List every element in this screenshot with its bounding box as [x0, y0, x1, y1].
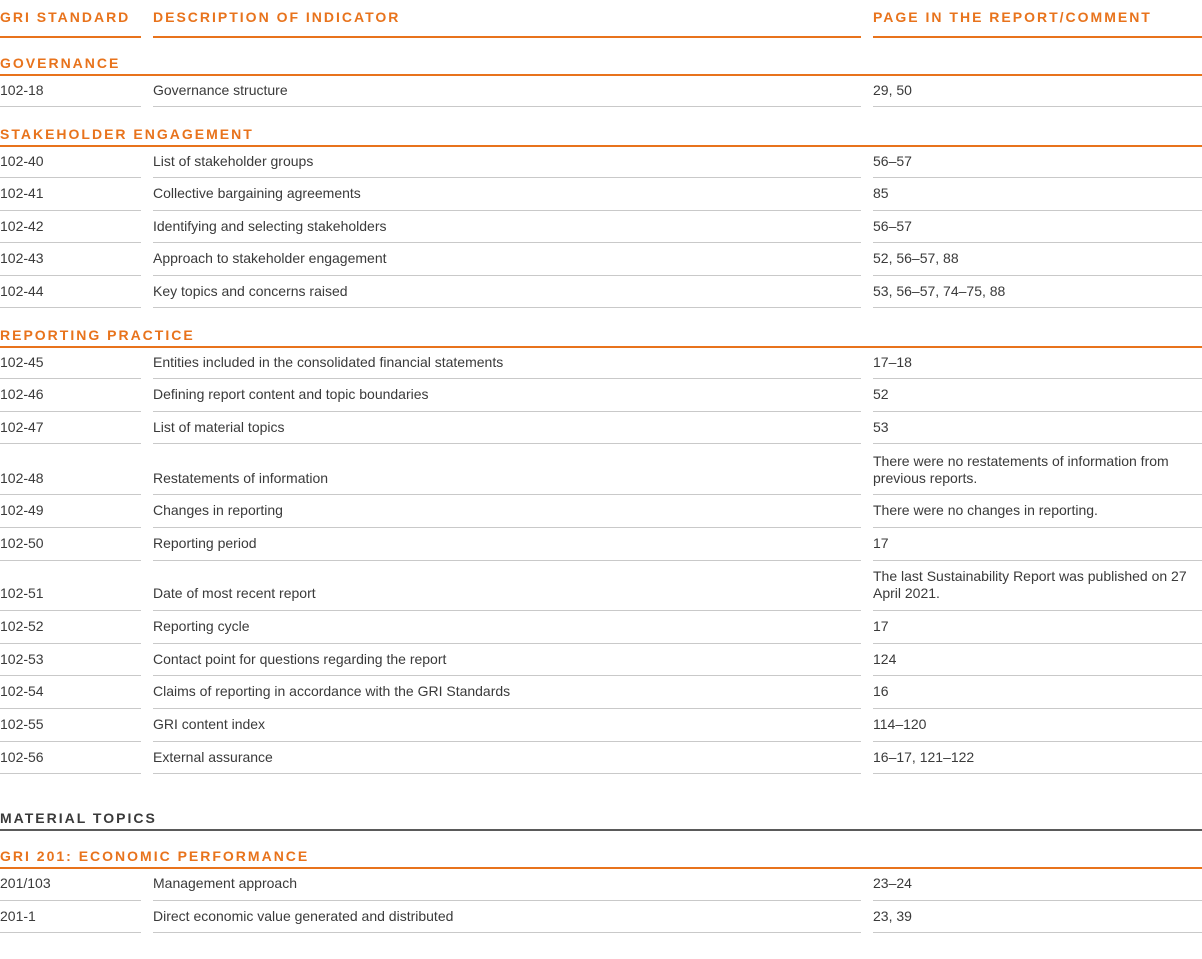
table-row: [0, 610, 1202, 643]
row-code: 102-44: [0, 283, 44, 299]
row-description: Changes in reporting: [153, 502, 283, 518]
row-description: Reporting cycle: [153, 618, 250, 634]
row-description: Entities included in the consolidated financial statements: [153, 354, 504, 370]
row-description: Defining report content and topic boundaries: [153, 386, 429, 402]
row-page: 114–120: [873, 716, 927, 732]
row-page: 16: [873, 683, 889, 699]
row-page: 85: [873, 185, 889, 201]
section-stakeholder-engagement: [0, 106, 1202, 145]
row-page: 23–24: [873, 875, 912, 891]
row-code: 102-42: [0, 218, 44, 234]
table-row: [0, 741, 1202, 773]
table-row: [0, 378, 1202, 411]
row-page: There were no changes in reporting.: [873, 502, 1098, 518]
table-row: [0, 242, 1202, 275]
row-description: Identifying and selecting stakeholders: [153, 218, 387, 234]
row-description: List of material topics: [153, 419, 285, 435]
section-economic-performance: [0, 829, 1202, 867]
table-row: [0, 346, 1202, 378]
table-row: [0, 643, 1202, 675]
row-page: There were no restatements of information from previous reports.: [873, 453, 1169, 486]
table-row: [0, 74, 1202, 106]
table-row: [0, 708, 1202, 741]
row-page: 124: [873, 651, 897, 667]
row-description: List of stakeholder groups: [153, 153, 314, 169]
row-code: 102-40: [0, 153, 44, 169]
row-code: 102-50: [0, 535, 44, 551]
row-page: 17: [873, 535, 889, 551]
table-row: [0, 443, 1202, 494]
row-code: 201-1: [0, 908, 36, 924]
row-code: 102-51: [0, 585, 44, 601]
row-description: Contact point for questions regarding the report: [153, 651, 447, 667]
row-description: Collective bargaining agreements: [153, 185, 361, 201]
row-rule: [0, 932, 141, 933]
row-page: 17–18: [873, 354, 912, 370]
table-row: [0, 275, 1202, 307]
row-description: Key topics and concerns raised: [153, 283, 348, 299]
table-row: [0, 411, 1202, 443]
row-rule: [153, 932, 861, 933]
row-code: 102-55: [0, 716, 44, 732]
row-code: 201/103: [0, 875, 51, 891]
header-gri-standard: GRI STANDARD: [0, 9, 131, 25]
row-page: 23, 39: [873, 908, 912, 924]
row-code: 102-53: [0, 651, 44, 667]
row-page: 52: [873, 386, 889, 402]
row-code: 102-18: [0, 82, 44, 98]
row-page: 56–57: [873, 218, 912, 234]
row-code: 102-41: [0, 185, 44, 201]
row-page: The last Sustainability Report was published on 27 April 2021.: [873, 568, 1187, 601]
row-code: 102-47: [0, 419, 44, 435]
table-row: [0, 145, 1202, 177]
header-description: DESCRIPTION OF INDICATOR: [153, 9, 401, 25]
table-row: [0, 675, 1202, 708]
row-code: 102-56: [0, 749, 44, 765]
row-code: 102-54: [0, 683, 44, 699]
row-rule: [873, 932, 1202, 933]
row-page: 17: [873, 618, 889, 634]
row-description: Reporting period: [153, 535, 257, 551]
row-code: 102-52: [0, 618, 44, 634]
table-row: [0, 560, 1202, 610]
table-row: [0, 177, 1202, 210]
section-title: STAKEHOLDER ENGAGEMENT: [0, 126, 254, 142]
table-row: [0, 210, 1202, 242]
row-code: 102-45: [0, 354, 44, 370]
row-description: Claims of reporting in accordance with the GRI Standards: [153, 683, 511, 699]
row-description: Management approach: [153, 875, 297, 891]
section-title: GRI 201: ECONOMIC PERFORMANCE: [0, 848, 310, 864]
table-header: [0, 0, 1202, 36]
row-page: 53, 56–57, 74–75, 88: [873, 283, 1006, 299]
row-description: Direct economic value generated and distributed: [153, 908, 454, 924]
row-code: 102-49: [0, 502, 44, 518]
header-page: PAGE IN THE REPORT/COMMENT: [873, 9, 1152, 25]
section-governance: [0, 36, 1202, 74]
row-description: Approach to stakeholder engagement: [153, 250, 387, 266]
row-description: External assurance: [153, 749, 273, 765]
row-code: 102-43: [0, 250, 44, 266]
section-title: GOVERNANCE: [0, 55, 121, 71]
section-title: REPORTING PRACTICE: [0, 327, 195, 343]
material-topics-heading: [0, 773, 1202, 829]
row-page: 53: [873, 419, 889, 435]
row-page: 29, 50: [873, 82, 912, 98]
row-page: 16–17, 121–122: [873, 749, 975, 765]
table-row: [0, 867, 1202, 900]
section-reporting-practice: [0, 307, 1202, 346]
table-row: [0, 494, 1202, 527]
row-description: Governance structure: [153, 82, 288, 98]
row-page: 56–57: [873, 153, 912, 169]
row-code: 102-46: [0, 386, 44, 402]
row-description: GRI content index: [153, 716, 266, 732]
row-description: Date of most recent report: [153, 585, 316, 601]
table-row: [0, 527, 1202, 560]
table-row: [0, 900, 1202, 932]
row-code: 102-48: [0, 470, 44, 486]
material-topics-title: MATERIAL TOPICS: [0, 810, 157, 826]
row-page: 52, 56–57, 88: [873, 250, 959, 266]
row-description: Restatements of information: [153, 470, 329, 486]
